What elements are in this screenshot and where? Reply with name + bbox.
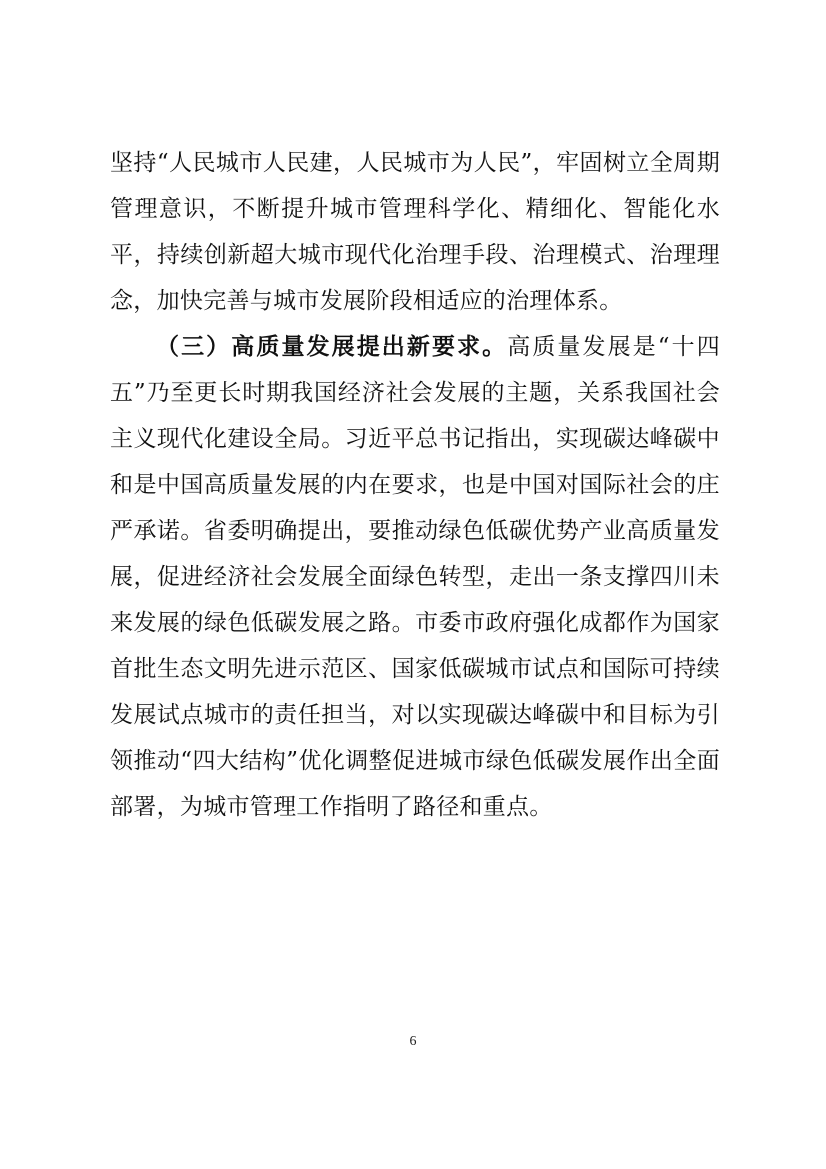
paragraph-continuation: [110, 140, 720, 324]
document-body: [110, 140, 720, 830]
paragraph-high-quality-development: [110, 324, 720, 830]
page-number: 6: [409, 1034, 417, 1049]
paragraph-text: 高质量发展是“十四五”乃至更长时期我国经济社会发展的主题，关系我国社会主义现代化建设全局。习近平总书记指出，实现碳达峰碳中和是中国高质量发展的内在要求，也是中国对国际社会的庄严承诺。省委明确提出，要推动绿色低碳优势产业高质量发展，促进经济社会发展全面绿色转型，走出一条支撑四川未来发展的绿色低碳发展之路。市委市政府强化成都作为国家首批生态文明先进示范区、国家低碳城市试点和国际可持续发展试点城市的责任担当，对以实现碳达峰碳中和目标为引领推动“四大结构”优化调整促进城市绿色低碳发展作出全面部署，为城市管理工作指明了路径和重点。: [110, 334, 720, 820]
section-heading: （三）高质量发展提出新要求。: [156, 334, 508, 360]
paragraph-text: 坚持“人民城市人民建，人民城市为人民”，牢固树立全周期管理意识，不断提升城市管理科学化、精细化、智能化水平，持续创新超大城市现代化治理手段、治理模式、治理理念，加快完善与城市发展阶段相适应的治理体系。: [110, 150, 720, 314]
